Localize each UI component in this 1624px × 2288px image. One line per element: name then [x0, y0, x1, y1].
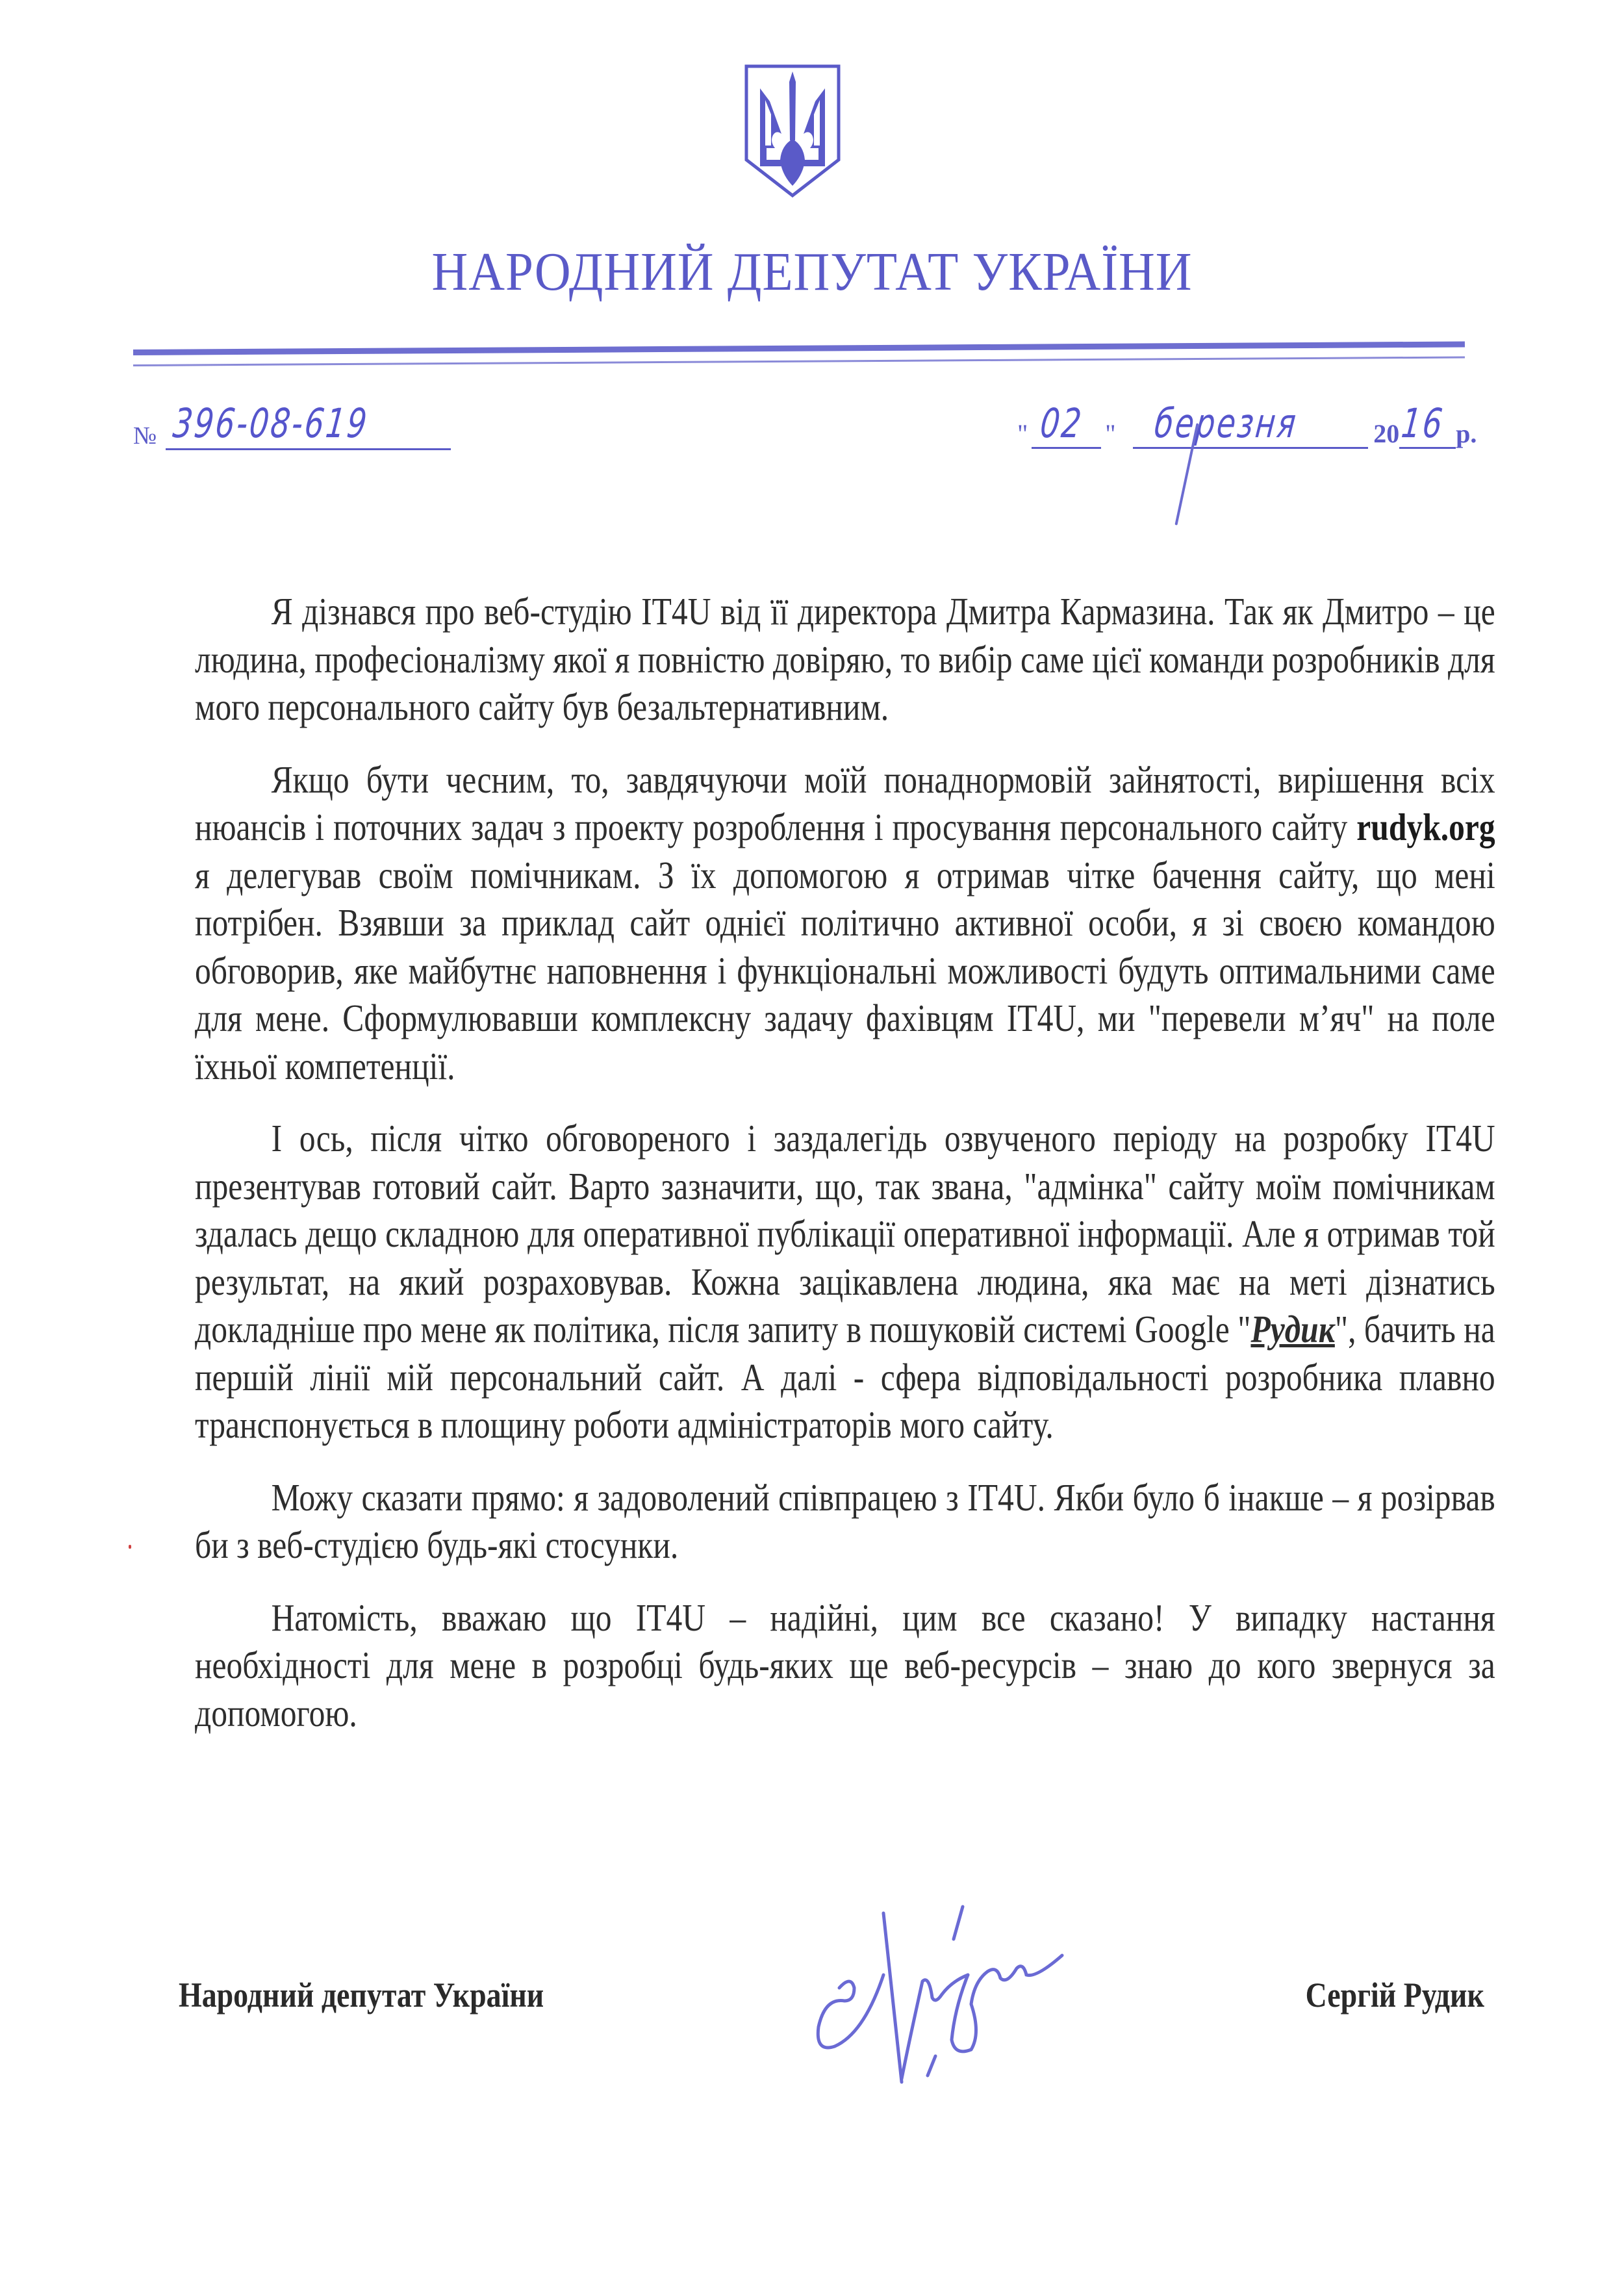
date-open-quote: " — [1017, 419, 1028, 448]
handwritten-signature-icon — [812, 1884, 1104, 2111]
letter-body — [195, 588, 1495, 1762]
signatory-position: Народний депутат України — [179, 1976, 544, 2015]
paragraph-3 — [195, 1115, 1495, 1449]
number-sign-label: № — [133, 422, 157, 450]
date-year-suffix: р. — [1456, 419, 1477, 448]
paragraph-5: Натомість, вважаю що IT4U – надійні, цим все сказано! У випадку настання необхідності для мене в розробці будь-яких ще веб-ресурсів – знаю до кого звернуся за допомогою. — [195, 1595, 1495, 1735]
letterhead-divider-thick — [133, 341, 1465, 355]
letterhead-divider-thin — [133, 356, 1465, 366]
letterhead-title: НАРОДНИЙ ДЕПУТАТ УКРАЇНИ — [431, 242, 1193, 302]
site-domain: rudyk.org — [1356, 806, 1495, 848]
paragraph-2-text-a: Якщо бути чесним, то, завдячуючи моїй понаднормовій зайнятості, вирішення всіх нюансів і поточних задач з проекту розроблення і просування персонального сайту — [195, 757, 1495, 848]
registration-number-value: 396-08-619 — [171, 400, 372, 447]
signatory-name: Сергій Рудик — [1305, 1976, 1484, 2015]
date-day: 02 — [1038, 400, 1086, 447]
paragraph-4: Можу сказати прямо: я задоволений співпрацею з IT4U. Якби було б інакше – я розірвав би з веб-студією будь-які стосунки. — [195, 1475, 1495, 1566]
paragraph-3-text-a: І ось, після чітко обговореного і заздалегідь озвученого періоду на розробку IT4U презентував готовий сайт. Варто зазначити, що, так звана, "адмінка" сайту моїм помічникам здалась дещо складною для оперативної публікації оперативної інформації. Але я отримав той результат, на який розраховував. Кожна зацікавлена людина, яка має на меті дізнатись докладніше про мене як політика, після запиту в пошуковій системі Google " — [195, 1117, 1495, 1351]
paragraph-2-text-b: я делегував своїм помічникам. З їх допомогою я отримав чітке бачення сайту, що мені потрібен. Взявши за приклад сайт однієї політично активної особи, я зі своєю командою обговорив, яке майбутнє наповнення і функціональні можливості будуть оптимальними саме для мене. Сформулювавши комплексну задачу фахівцям IT4U, ми "перевели м’яч" на поле їхньої компетенції. — [195, 853, 1495, 1087]
paragraph-2 — [195, 756, 1495, 1091]
registration-number — [133, 400, 451, 450]
scan-speck — [129, 1545, 131, 1549]
paragraph-1: Я дізнався про веб-студію IT4U від її директора Дмитра Кармазина. Так як Дмитро – це людина, професіоналізму якої я повністю довіряю, то вибір саме цієї команди розробників для мого персонального сайту був безальтернативним. — [195, 590, 1495, 728]
date-year-handwritten: 16 — [1399, 400, 1447, 447]
search-term: Рудик — [1250, 1308, 1335, 1351]
date-month: березня — [1152, 400, 1300, 447]
document-date — [1013, 400, 1477, 449]
date-year-prefix: 20 — [1373, 419, 1400, 448]
date-close-quote: " — [1105, 419, 1116, 448]
paragraph-3-text-b: ", бачить на першій лінії мій персональний сайт. А далі - сфера відповідальності розробника плавно транспонується в площину роботи адміністраторів мого сайту. — [195, 1308, 1495, 1446]
trident-emblem-icon — [744, 62, 841, 199]
